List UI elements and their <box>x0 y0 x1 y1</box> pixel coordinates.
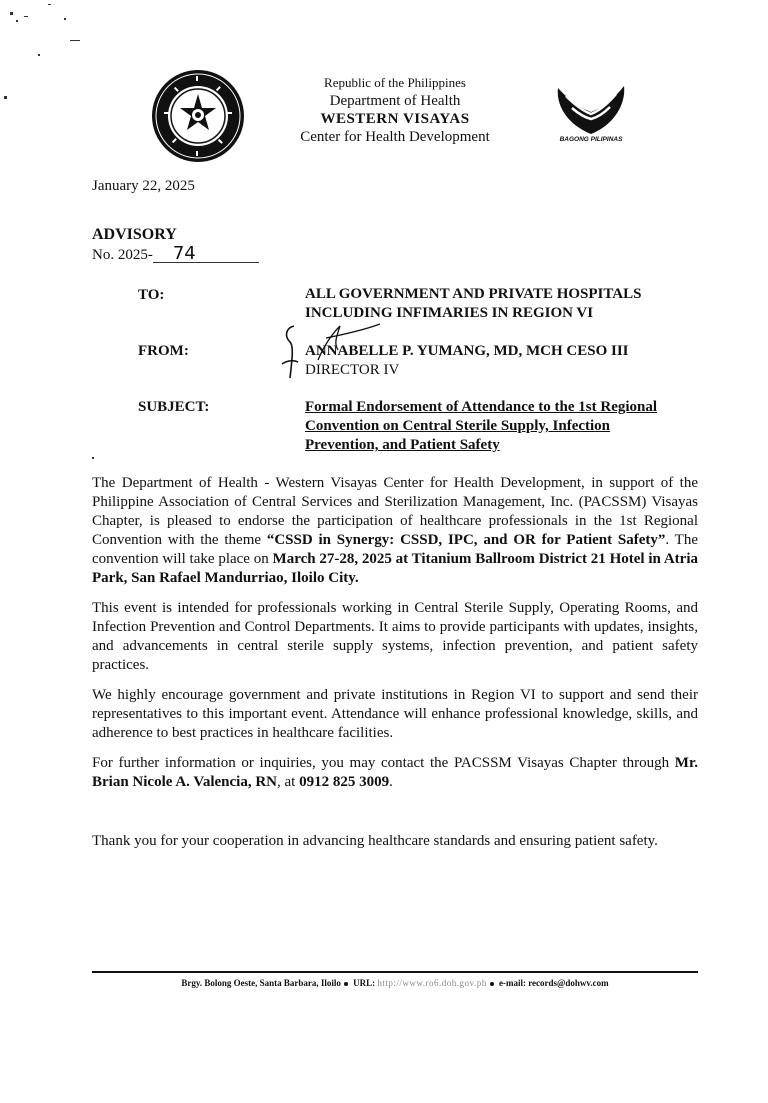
bullet-icon <box>344 982 348 986</box>
body-paragraph-2: This event is intended for professionals working in Central Sterile Supply, Operating Rooms, and Infection Prevention and Control Departments. It aims to provide participants with updates, insights, and advancements in central sterile supply systems, infection prevention, and patient safety practices. <box>92 600 698 673</box>
scan-speck <box>16 20 18 22</box>
from-name: ANNABELLE P. YUMANG, MD, MCH CESO III <box>305 343 629 359</box>
to-recipients <box>305 285 705 323</box>
bagong-pilipinas-text: BAGONG PILIPINAS <box>559 136 623 143</box>
contact-person: Mr. Brian Nicole A. Valencia, RN <box>92 755 698 790</box>
republic-line: Republic of the Philippines <box>324 75 466 90</box>
p4-text-b: , at <box>277 774 300 790</box>
scan-speck <box>70 40 80 41</box>
department-line: Department of Health <box>329 93 461 109</box>
advisory-number-prefix: No. 2025- <box>92 247 153 263</box>
footer-url[interactable]: http://www.ro6.doh.gov.ph <box>377 978 487 988</box>
subject-line-2: Convention on Central Sterile Supply, Infection <box>305 418 611 434</box>
to-line-2: INCLUDING INFIMARIES IN REGION VI <box>305 305 594 321</box>
center-line: Center for Health Development <box>300 129 490 145</box>
p4-text-a: For further information or inquiries, you may contact the PACSSM Visayas Chapter through <box>92 755 675 771</box>
footer-email-label: e-mail: <box>498 978 526 988</box>
subject-label: SUBJECT: <box>138 399 210 415</box>
convention-date-venue: March 27-28, 2025 at Titanium Ballroom District 21 Hotel in Atria Park, San Rafael Mandurriao, Iloilo City. <box>92 551 698 586</box>
from-title: DIRECTOR IV <box>305 362 400 378</box>
bullet-icon <box>490 982 494 986</box>
subject-line-3: Prevention, and Patient Safety <box>305 437 500 453</box>
advisory-title: ADVISORY <box>92 226 177 243</box>
from-sender <box>305 342 705 380</box>
advisory-number-handwritten: 74 <box>153 246 259 263</box>
body-paragraph-5: Thank you for your cooperation in advancing healthcare standards and ensuring patient safety. <box>92 833 658 849</box>
footer-address: Brgy. Bolong Oeste, Santa Barbara, Iloilo <box>181 978 341 988</box>
body-paragraph-4 <box>92 754 698 792</box>
from-label: FROM: <box>138 343 189 359</box>
letterhead <box>250 74 540 146</box>
convention-theme: “CSSD in Synergy: CSSD, IPC, and OR for Patient Safety” <box>266 532 666 548</box>
contact-phone: 0912 825 3009 <box>299 774 390 790</box>
scan-speck <box>10 12 13 15</box>
to-line-1: ALL GOVERNMENT AND PRIVATE HOSPITALS <box>305 286 642 302</box>
bagong-pilipinas-icon <box>546 82 636 146</box>
scan-speck <box>48 4 51 5</box>
body-paragraph-1 <box>92 474 698 588</box>
scan-speck <box>4 96 7 99</box>
footer-email[interactable]: records@dohwv.com <box>528 978 609 988</box>
p4-text-c: . <box>389 774 393 790</box>
doh-seal-icon <box>150 68 246 164</box>
scan-speck <box>64 18 66 20</box>
subject-line-1: Formal Endorsement of Attendance to the 1st Regional <box>305 399 658 415</box>
footer-url-label: URL: <box>353 978 376 988</box>
footer-divider <box>92 971 698 973</box>
scan-speck <box>92 457 94 459</box>
p1-text-a: The Department of Health - Western Visayas Center for Health Development, in support of the Philippine Association of Central Services and Sterilization Management, Inc. (PACSSM) Visayas Chapter, is pleased to endorse the participation of healthcare professionals in the 1st Regional Convention with the theme <box>92 475 698 548</box>
scan-speck <box>38 54 40 56</box>
body-paragraph-3: We highly encourage government and private institutions in Region VI to support and send their representatives to this important event. Attendance will enhance professional knowledge, skills, and adherence to best practices in healthcare facilities. <box>92 687 698 741</box>
scan-speck <box>24 16 28 17</box>
p1-text-b: . The convention will take place on <box>92 532 699 567</box>
advisory-number <box>92 243 259 264</box>
subject-text <box>305 398 705 455</box>
letter-date: January 22, 2025 <box>92 178 195 194</box>
to-label: TO: <box>138 287 165 303</box>
region-line: WESTERN VISAYAS <box>320 111 470 127</box>
footer <box>92 978 698 988</box>
